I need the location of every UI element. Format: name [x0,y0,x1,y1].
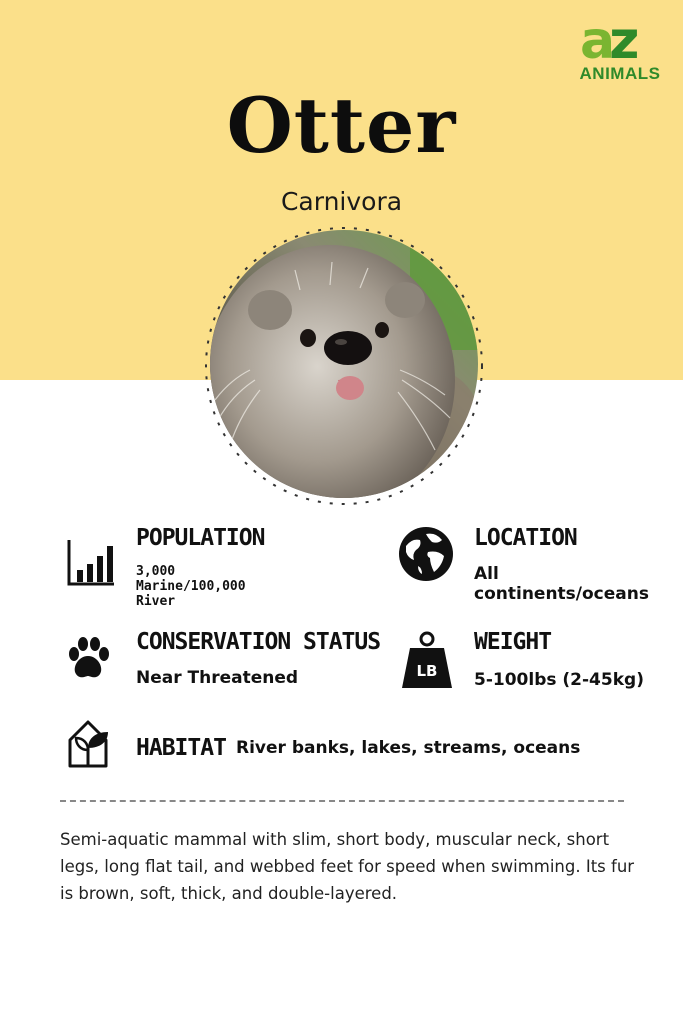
population-label: POPULATION [136,525,265,551]
weight-icon [398,630,456,690]
stat-habitat [60,718,660,778]
paw-icon [64,634,112,682]
conservation-value: Near Threatened [136,668,299,688]
logo-mark: az [580,11,634,71]
location-value: All continents/oceans [474,564,649,604]
habitat-value: River banks, lakes, streams, oceans [236,738,581,758]
habitat-label: HABITAT [136,735,226,761]
weight-icon-text: LB [416,662,438,680]
conservation-label: CONSERVATION STATUS [136,629,381,655]
stat-location [396,522,676,612]
section-divider [60,800,624,802]
otter-photo [210,230,478,498]
stat-conservation [60,626,380,696]
stat-population [60,522,360,612]
bar-chart-icon [66,536,118,588]
page-title: Otter [226,81,457,170]
animal-description: Semi-aquatic mammal with slim, short body, muscular neck, short legs, long flat tail, and webbed feet for speed when swimming. Its fur is brown, soft, thick, and double-layered. [60,830,635,903]
animal-photo-frame [198,226,486,514]
logo-text: ANIMALS [579,64,661,83]
house-plant-icon [66,718,122,770]
weight-value: 5-100lbs (2-45kg) [474,670,644,690]
location-label: LOCATION [474,525,577,551]
population-value: 3,000 Marine/100,000 River [136,564,246,609]
weight-label: WEIGHT [474,629,552,655]
stat-weight [396,626,676,696]
page-subtitle: Carnivora [280,187,403,216]
globe-icon [396,524,456,584]
otter-illustration [210,230,478,498]
